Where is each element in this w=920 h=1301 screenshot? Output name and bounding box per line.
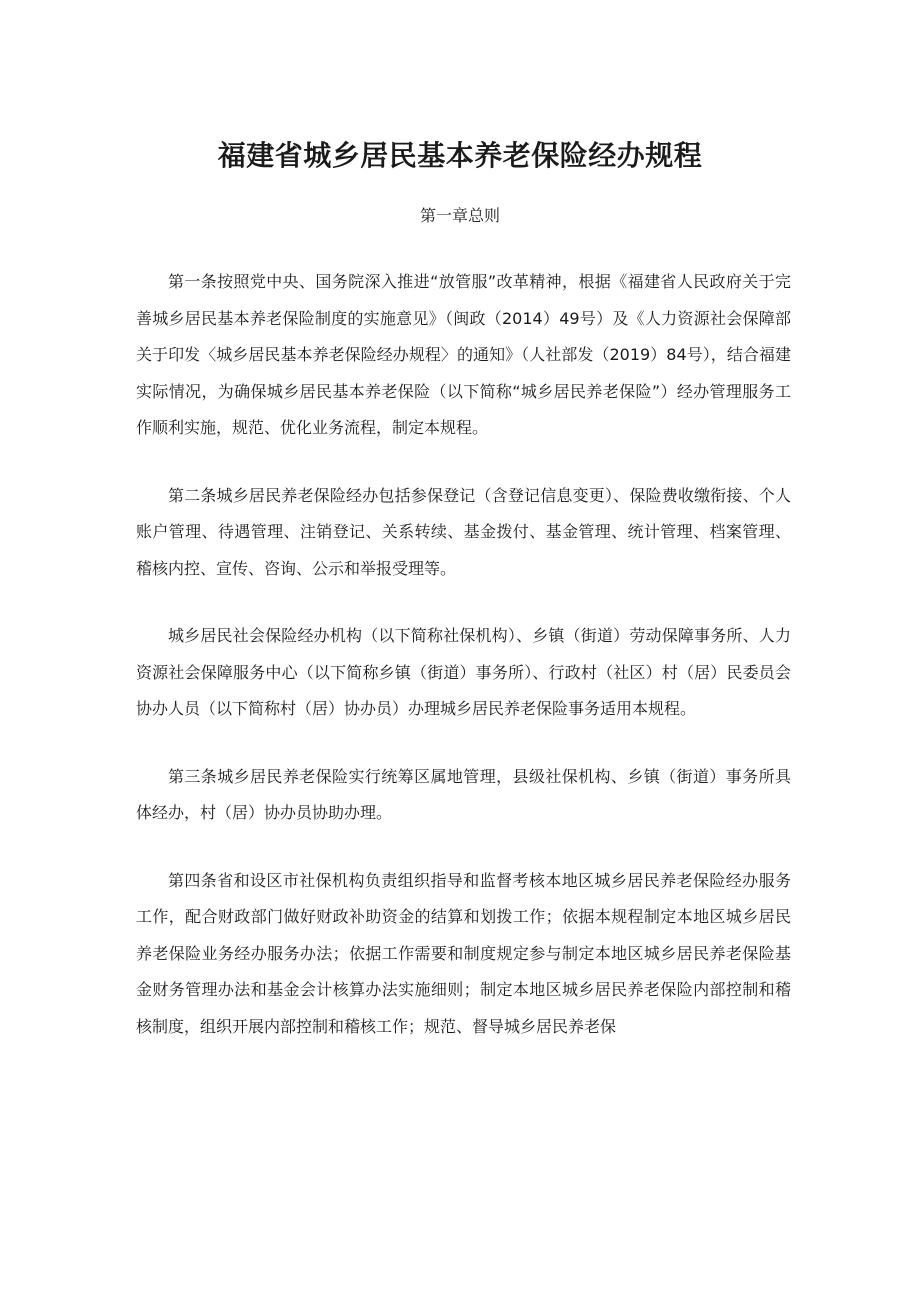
- document-body: [136, 264, 791, 1076]
- paragraph-article-4: 第四条省和设区市社保机构负责组织指导和监督考核本地区城乡居民养老保险经办服务工作，配合财政部门做好财政补助资金的结算和划拨工作；依据本规程制定本地区城乡居民养老保险业务经办服务办法；依据工作需要和制度规定参与制定本地区城乡居民养老保险基金财务管理办法和基金会计核算办法实施细则；制定本地区城乡居民养老保险内部控制和稽核制度，组织开展内部控制和稽核工作；规范、督导城乡居民养老保: [136, 870, 791, 1036]
- chapter-heading: 第一章总则: [419, 206, 500, 225]
- paragraph-scope: 城乡居民社会保险经办机构（以下简称社保机构）、乡镇（街道）劳动保障事务所、人力资源社会保障服务中心（以下简称乡镇（街道）事务所）、行政村（社区）村（居）民委员会协办人员（以下简称村（居）协办员）办理城乡居民养老保险事务适用本规程。: [136, 626, 791, 718]
- paragraph-article-2: 第二条城乡居民养老保险经办包括参保登记（含登记信息变更）、保险费收缴衔接、个人账户管理、待遇管理、注销登记、关系转续、基金拨付、基金管理、统计管理、档案管理、稽核内控、宣传、咨询、公示和举报受理等。: [136, 485, 791, 578]
- document-title: 福建省城乡居民基本养老保险经办规程: [217, 139, 703, 172]
- paragraph-article-3: 第三条城乡居民养老保险实行统筹区属地管理，县级社保机构、乡镇（街道）事务所具体经办，村（居）协办员协助办理。: [136, 766, 791, 822]
- paragraph-article-1: 第一条按照党中央、国务院深入推进“放管服”改革精神，根据《福建省人民政府关于完善城乡居民基本养老保险制度的实施意见》（闽政（2014）49号）及《人力资源社会保障部关于印发〈城乡居民基本养老保险经办规程〉的通知》（人社部发（2019）84号），结合福建实际情况，为确保城乡居民基本养老保险（以下简称“城乡居民养老保险”）经办管理服务工作顺利实施，规范、优化业务流程，制定本规程。: [136, 272, 791, 437]
